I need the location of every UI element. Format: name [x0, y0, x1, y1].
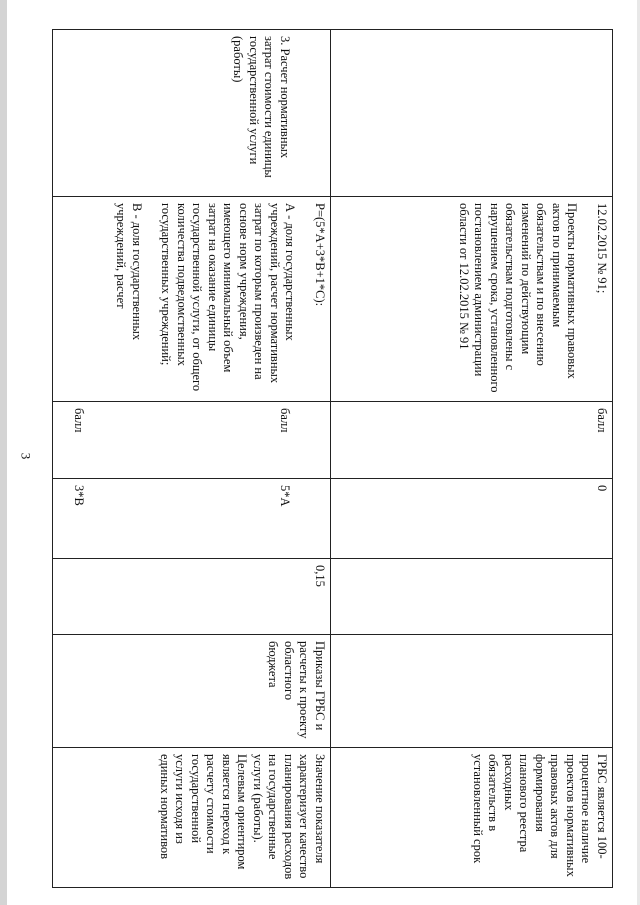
scan-edge-left	[0, 0, 7, 905]
unit-text: балл	[72, 408, 87, 433]
unit-text: балл	[278, 408, 292, 433]
table-row	[331, 30, 613, 888]
rotated-table-container	[53, 29, 613, 887]
value-cell: 0	[331, 479, 613, 559]
formula-cell	[53, 197, 331, 402]
indicator-cell	[331, 30, 613, 197]
note-cell: ГРБС является 100-процентное наличие проектов нормативных правовых актов для формирования планового реестра расходных обязательств в установленный срок	[331, 748, 613, 888]
table-row	[53, 30, 331, 888]
unit-cell	[53, 402, 331, 479]
unit-cell: балл	[331, 402, 613, 479]
indicator-cell	[53, 30, 331, 197]
formula-line: P=(5*A+3*B+1*C):	[313, 203, 327, 307]
formula-line: 12.02.2015 № 91;	[595, 203, 609, 294]
page-number: 3	[18, 452, 34, 460]
formula-line: Проекты нормативных правовых актов по принимаемым обязательствам и по внесению изменений по действующим обязательствам подготовлены с нарушением срока, установленного постановлением администрации области от 12.02.2015 № 91	[457, 203, 580, 393]
weight-cell	[331, 559, 613, 635]
note-cell: Значение показателя характеризует качество планирования расходов на государственные услуги (работы). Целевым ориентиром является переход к расчету стоимости государственной услуги исходя из единых нормативов	[53, 748, 331, 888]
source-cell	[331, 635, 613, 748]
indicator-text: 3. Расчет нормативных затрат стоимости единицы государственной услуги (работы)	[231, 36, 292, 178]
value-text: 5*A	[278, 485, 292, 507]
value-cell	[53, 479, 331, 559]
value-text: 3*B	[72, 485, 87, 506]
formula-line: В - доля государственных учреждений, расчет	[114, 203, 144, 341]
formula-line: А - доля государственных учреждений, расчет нормативных затрат по которым произведен на основе норм учреждения, имеющего минимальный объем затрат на оказание единицы государственной услуги, от общего количества подведомственных государственных учреждений;	[159, 203, 298, 392]
weight-cell: 0,15	[53, 559, 331, 635]
indicator-table	[52, 29, 613, 888]
formula-cell	[331, 197, 613, 402]
source-cell: Приказы ГРБС и расчеты к проекту областного бюджета	[53, 635, 331, 748]
